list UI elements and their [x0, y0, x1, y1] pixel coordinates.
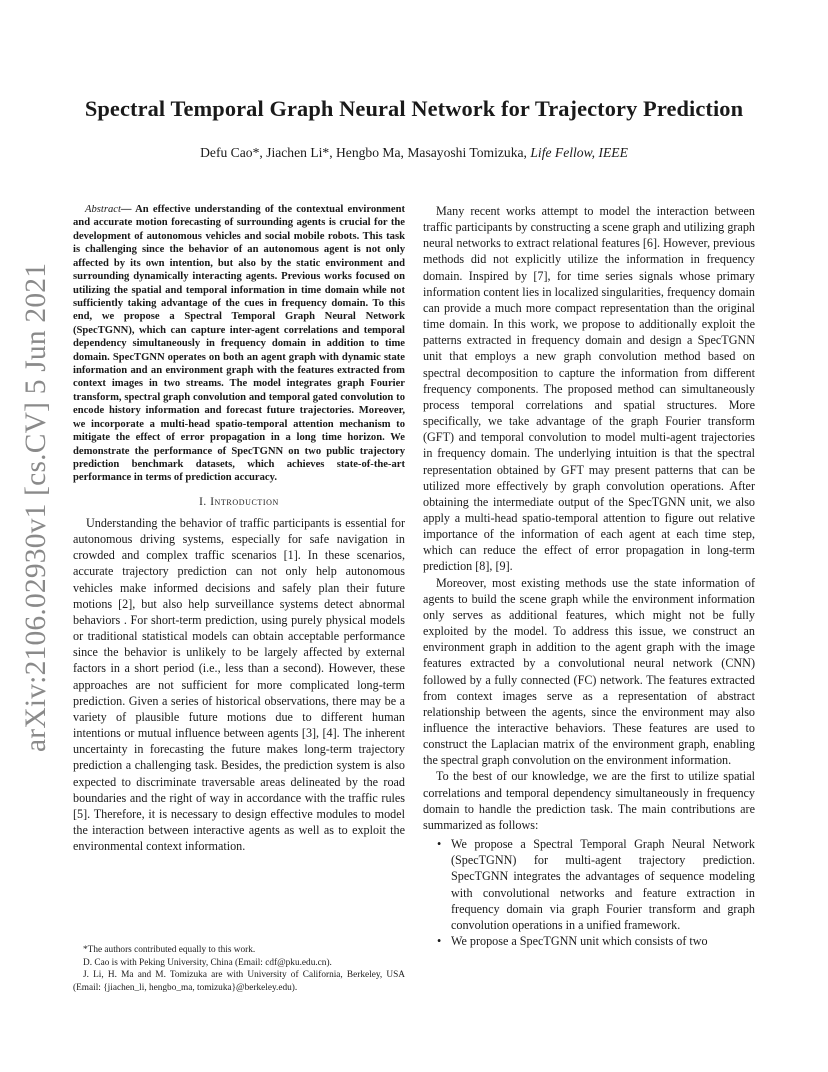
intro-paragraph-4: To the best of our knowledge, we are the first to utilize spatial correlations and temporal dependency simultaneously in frequency domain to handle the prediction task. The main contributions are summarized as follows: — [423, 769, 755, 832]
right-column — [423, 203, 755, 949]
list-item — [437, 836, 755, 933]
contributions-list — [423, 836, 755, 949]
author-names: Defu Cao*, Jiachen Li*, Hengbo Ma, Masayoshi Tomizuka, — [200, 145, 531, 160]
author-fellow-note: Life Fellow, IEEE — [530, 145, 628, 160]
footnotes — [73, 944, 405, 994]
contribution-text-2: We propose a SpecTGNN unit which consists of two — [451, 934, 708, 949]
intro-paragraph-2: Many recent works attempt to model the interaction between traffic participants by constructing a scene graph and utilizing graph neural networks to extract relational features [6]. However, previous methods did not explicitly utilize the information in frequency domain. Inspired by [7], for time series signals whose primary information content lies in localized singularities, frequency domain can provide a much more compact representation than the original time domain. In this work, we propose to additionally exploit the patterns extracted in frequency domain and design a SpecTGNN unit that employs a new graph convolution method based on spectral decomposition to capture the information from different frequency components. The proposed method can simultaneously process temporal correlations and spatial structures. More specifically, we take advantage of the graph Fourier transform (GFT) and temporal convolution to model multi-agent trajectories in frequency domain. The underlying intuition is that the spectral representation obtained by GFT may present patterns that can be utilized more effectively by graph convolution operations. After obtaining the intermediate output of the SpecTGNN unit, we also apply a multi-head spatio-temporal attention to figure out relative importance of the information of each agent at each time step, which can reduce the effect of error propagation in long-term prediction [8], [9]. — [423, 204, 755, 574]
arxiv-identifier: arXiv:2106.02930v1 [cs.CV] 5 Jun 2021 — [20, 262, 52, 752]
footnote-affiliation-berkeley: J. Li, H. Ma and M. Tomizuka are with University of California, Berkeley, USA (Email: {jiachen_li, hengbo_ma, tomizuka}@berkeley.edu). — [73, 970, 405, 993]
author-line — [0, 145, 828, 161]
bullet-icon: • — [437, 837, 442, 852]
footnote-affiliation-cao: D. Cao is with Peking University, China (Email: cdf@pku.edu.cn). — [83, 957, 332, 968]
left-column — [73, 203, 405, 854]
footnote-equal-contribution: *The authors contributed equally to this work. — [83, 945, 256, 955]
intro-paragraph-3: Moreover, most existing methods use the state information of agents to build the scene graph while the environment information only serves as additional features, which might not be fully exploited by the model. To address this issue, we construct an environment graph in addition to the agent graph with the image features extracted by a convolutional neural network (CNN) followed by a fully connected (FC) network. The features extracted from context images serve as a representation of abstract relationship between the agents, since the environment may also influence the interactive behaviors. These features are used to construct the Laplacian matrix of the environment graph, enabling the spectral graph convolution on the environment information. — [423, 575, 755, 768]
list-item — [437, 933, 755, 949]
section-heading-introduction: I. Introduction — [199, 495, 279, 508]
bullet-icon: • — [437, 934, 442, 949]
abstract — [73, 203, 405, 485]
contribution-text-1: We propose a Spectral Temporal Graph Neural Network (SpecTGNN) for multi-agent trajectory prediction. SpecTGNN integrates the advantages of sequence modeling with convolutional networks and feature extraction in frequency domain via graph Fourier transform and graph convolution operations in a unified framework. — [451, 837, 755, 932]
intro-paragraph-1: Understanding the behavior of traffic participants is essential for autonomous driving systems, especially for safe navigation in crowded and complex traffic scenarios [1]. In these scenarios, accurate trajectory prediction can not only help autonomous vehicles make informed decisions and safely plan their future motions [2], but also help surveillance systems detect abnormal behaviors . For short-term prediction, using purely physical models or traditional statistical models can obtain acceptable performance since the behavior is unlikely to be largely affected by external factors in a short period (i.e., less than a second). However, these approaches are not sufficient for more complicated long-term prediction. Given a series of historical observations, there may be a variety of plausible future motions due to different human intentions or mutual influence between agents [3], [4]. The inherent uncertainty in forecasting the future makes long-term trajectory prediction a challenging task. Besides, the prediction system is also expected to discriminate traversable areas delineated by the road boundaries and the right of way in accordance with the traffic rules [5]. Therefore, it is necessary to design effective modules to model the interaction between interactive agents as well as to exploit the environmental context information. — [73, 516, 405, 854]
paper-title: Spectral Temporal Graph Neural Network for Trajectory Prediction — [84, 96, 744, 121]
abstract-label: Abstract — [85, 204, 121, 215]
abstract-text: — An effective understanding of the contextual environment and accurate motion forecasting of surrounding agents is crucial for the development of autonomous vehicles and social mobile robots. This task is challenging since the behavior of an autonomous agent is not only affected by its own intention, but also by the static environment and surrounding dynamically interacting agents. Previous works focused on utilizing the spatial and temporal information in time domain while not sufficiently taking advantage of the cues in frequency domain. To this end, we propose a Spectral Temporal Graph Neural Network (SpecTGNN), which can capture inter-agent correlations and temporal dependency simultaneously in frequency domain in addition to time domain. SpecTGNN operates on both an agent graph with dynamic state information and an environment graph with the features extracted from context images in two streams. The model integrates graph Fourier transform, spectral graph convolution and temporal gated convolution to encode history information and forecast future trajectories. Moreover, we incorporate a multi-head spatio-temporal attention mechanism to mitigate the effect of error propagation in a long time horizon. We demonstrate the performance of SpecTGNN on two public trajectory prediction benchmark datasets, which achieves state-of-the-art performance in terms of prediction accuracy. — [73, 204, 405, 484]
